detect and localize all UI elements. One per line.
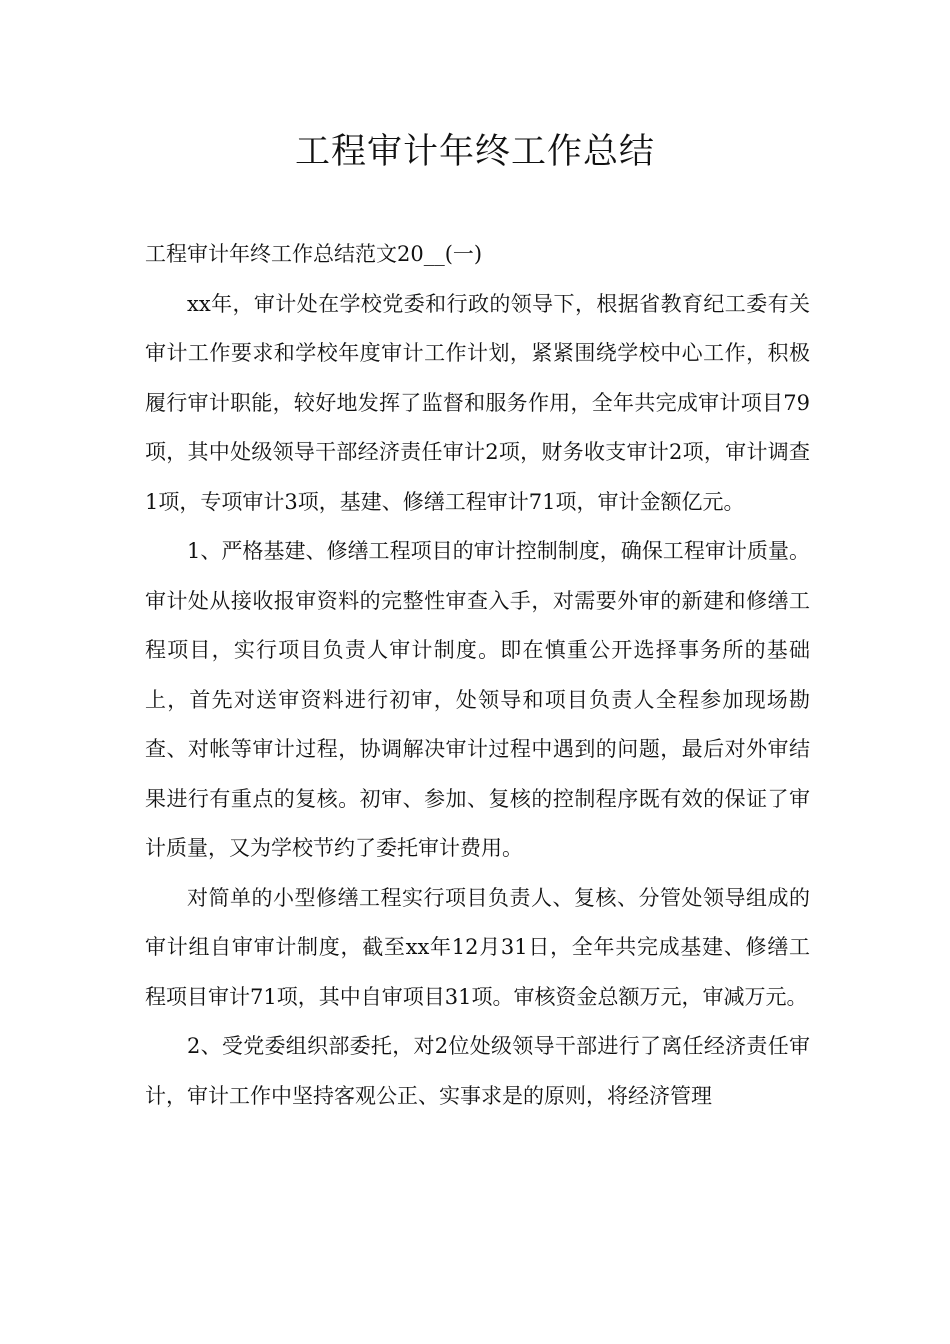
paragraph-item-1: 1、严格基建、修缮工程项目的审计控制制度，确保工程审计质量。审计处从接收报审资料的完整性审查入手，对需要外审的新建和修缮工程项目，实行项目负责人审计制度。即在慎重公开选择事务所的基础上，首先对送审资料进行初审，处领导和项目负责人全程参加现场勘查、对帐等审计过程，协调解决审计过程中遇到的问题，最后对外审结果进行有重点的复核。初审、参加、复核的控制程序既有效的保证了审计质量，又为学校节约了委托审计费用。 xyxy=(145,539,810,860)
document-subtitle: 工程审计年终工作总结范文20__(一) xyxy=(145,242,483,266)
document-title: 工程审计年终工作总结 xyxy=(294,132,655,172)
document-body xyxy=(145,230,810,1121)
paragraph-small-projects: 对简单的小型修缮工程实行项目负责人、复核、分管处领导组成的审计组自审审计制度，截至xx年12月31日，全年共完成基建、修缮工程项目审计71项，其中自审项目31项。审核资金总额万元，审减万元。 xyxy=(145,885,810,1009)
paragraph-item-2: 2、受党委组织部委托，对2位处级领导干部进行了离任经济责任审计，审计工作中坚持客观公正、实事求是的原则，将经济管理 xyxy=(145,1034,810,1108)
paragraph-summary: xx年，审计处在学校党委和行政的领导下，根据省教育纪工委有关审计工作要求和学校年度审计工作计划，紧紧围绕学校中心工作，积极履行审计职能，较好地发挥了监督和服务作用，全年共完成审计项目79项，其中处级领导干部经济责任审计2项，财务收支审计2项，审计调查1项，专项审计3项，基建、修缮工程审计71项，审计金额亿元。 xyxy=(145,291,810,514)
